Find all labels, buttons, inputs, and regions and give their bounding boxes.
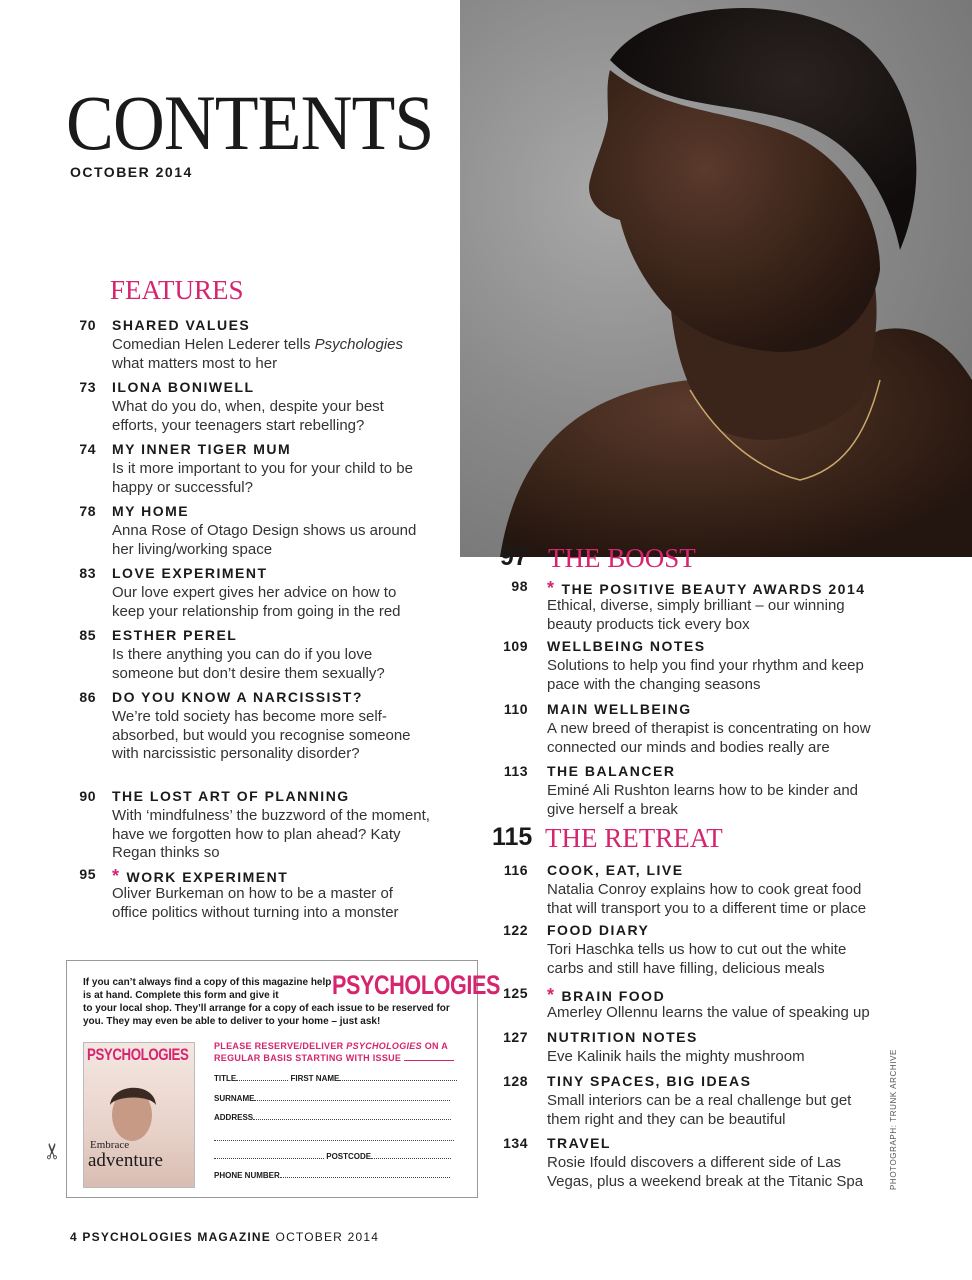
reserve-instruction — [214, 1040, 464, 1064]
entry-page-number: 95 — [79, 866, 96, 882]
section-number-boost: 97 — [500, 543, 528, 571]
entry-page-number: 127 — [503, 1029, 528, 1045]
entry-page-number: 113 — [503, 763, 528, 779]
entry-title — [547, 1073, 751, 1089]
postcode-label: POSTCODE — [326, 1152, 372, 1161]
address-line-2-dots — [214, 1140, 454, 1141]
entry-title-text: SHARED VALUES — [112, 317, 251, 333]
first-name-label: FIRST NAME — [290, 1074, 340, 1083]
entry-title — [112, 627, 237, 643]
entry-description: Eve Kalinik hails the mighty mushroom — [547, 1048, 805, 1065]
entry-page-number: 85 — [79, 627, 96, 643]
portrait-illustration — [460, 0, 972, 557]
entry-description: Oliver Burkeman on how to be a master of office politics without turning into a monster — [112, 885, 399, 921]
entry-page-number: 116 — [503, 862, 528, 878]
entry-title-text: BRAIN FOOD — [561, 988, 666, 1004]
entry-title-text: DO YOU KNOW A NARCISSIST? — [112, 689, 363, 705]
entry-description: Tori Haschka tells us how to cut out the white carbs and still have filling, delicious meals — [547, 941, 847, 977]
entry-page-number: 78 — [79, 503, 96, 519]
entry-title-text: TINY SPACES, BIG IDEAS — [547, 1073, 752, 1089]
star-icon: * — [112, 866, 121, 886]
page-title: CONTENTS — [66, 79, 434, 166]
entry-title — [547, 578, 866, 599]
entry-page-number: 98 — [511, 578, 528, 594]
cover-headline-embrace: Embrace — [90, 1139, 130, 1151]
entry-title-text: THE POSITIVE BEAUTY AWARDS 2014 — [561, 581, 866, 597]
entry-description: Ethical, diverse, simply brilliant – our winning beauty products tick every box — [547, 597, 845, 633]
entry-page-number: 90 — [79, 788, 96, 804]
entry-title-text: FOOD DIARY — [547, 922, 650, 938]
first-name-line — [339, 1080, 457, 1081]
entry-title — [547, 862, 684, 878]
section-title-features: FEATURES — [110, 275, 244, 305]
surname-label: SURNAME — [214, 1094, 255, 1103]
entry-description: Amerley Ollennu learns the value of speaking up — [547, 1004, 870, 1021]
entry-title-text: MAIN WELLBEING — [547, 701, 692, 717]
entry-description: With ‘mindfulness’ the buzzword of the moment, have we forgotten how to plan ahead? Katy Regan thinks so — [112, 807, 430, 861]
address-label: ADDRESS — [214, 1113, 254, 1122]
phone-line — [280, 1177, 450, 1178]
entry-title — [112, 565, 268, 581]
entry-title — [547, 763, 675, 779]
cover-headline-adventure: adventure — [88, 1150, 163, 1171]
page-number: 4 — [70, 1230, 78, 1244]
address-line-2[interactable] — [214, 1134, 454, 1143]
entry-title-text: MY INNER TIGER MUM — [112, 441, 292, 457]
entry-page-number: 134 — [503, 1135, 528, 1151]
entry-title — [547, 701, 692, 717]
reserve-text-pre: PLEASE RESERVE/DELIVER — [214, 1041, 347, 1051]
entry-title — [547, 1029, 698, 1045]
entry-page-number: 70 — [79, 317, 96, 333]
entry-page-number: 86 — [79, 689, 96, 705]
entry-title — [112, 866, 288, 887]
footer-date: OCTOBER 2014 — [275, 1230, 380, 1244]
entry-description: Is there anything you can do if you love someone but don’t desire them sexually? — [112, 646, 385, 682]
photo-credit: PHOTOGRAPH: TRUNK ARCHIVE — [889, 1049, 898, 1190]
entry-description: What do you do, when, despite your best efforts, your teenagers start rebelling? — [112, 398, 384, 434]
address-field[interactable] — [214, 1113, 451, 1122]
scissors-icon: ✂ — [40, 1141, 66, 1161]
entry-title-text: COOK, EAT, LIVE — [547, 862, 684, 878]
entry-title-text: ILONA BONIWELL — [112, 379, 255, 395]
reserve-text-post: ON A REGULAR BASIS STARTING WITH ISSUE — [214, 1041, 448, 1063]
entry-title-text: TRAVEL — [547, 1135, 611, 1151]
entry-title — [112, 317, 250, 333]
section-title-retreat: THE RETREAT — [545, 823, 723, 853]
entry-description: Anna Rose of Otago Design shows us around her living/working space — [112, 522, 417, 558]
section-number-retreat: 115 — [492, 823, 533, 851]
entry-page-number: 73 — [79, 379, 96, 395]
desc-emphasis: Psychologies — [314, 336, 404, 353]
entry-page-number: 110 — [503, 701, 528, 717]
section-title-boost: THE BOOST — [548, 543, 696, 573]
form-intro-text-2: to your local shop. They’ll arrange for a copy of each issue to be reserved for you. They may even be able to deliver to your home – just ask! — [83, 1003, 450, 1027]
entry-title-text: LOVE EXPERIMENT — [112, 565, 268, 581]
issue-date: OCTOBER 2014 — [70, 164, 193, 180]
entry-description: Our love expert gives her advice on how to keep your relationship from going in the red — [112, 584, 401, 620]
postcode-line — [371, 1158, 451, 1159]
form-intro-text: If you can’t always find a copy of this magazine help is at hand. Complete this form and give it — [83, 977, 332, 1001]
entry-title-text: NUTRITION NOTES — [547, 1029, 698, 1045]
issue-blank-line — [404, 1060, 454, 1061]
reserve-text-em: PSYCHOLOGIES — [346, 1041, 422, 1051]
footer-magazine-name: PSYCHOLOGIES MAGAZINE — [82, 1230, 271, 1244]
address-line-3-dots — [214, 1158, 324, 1159]
star-icon: * — [547, 985, 556, 1005]
entry-title — [547, 985, 665, 1006]
psychologies-logo: PSYCHOLOGIES — [332, 970, 501, 1000]
entry-title-text: WORK EXPERIMENT — [126, 869, 289, 885]
entry-description: Solutions to help you find your rhythm and keep pace with the changing seasons — [547, 657, 864, 693]
entry-title-text: WELLBEING NOTES — [547, 638, 706, 654]
desc-part: what matters most to her — [112, 354, 278, 372]
entry-title-text: MY HOME — [112, 503, 190, 519]
entry-title — [112, 379, 255, 395]
phone-label: PHONE NUMBER — [214, 1171, 280, 1180]
entry-description: A new breed of therapist is concentrating on how connected our minds and bodies really are — [547, 720, 871, 756]
entry-page-number: 122 — [503, 922, 528, 938]
entry-title — [547, 638, 706, 654]
cover-photo — [460, 0, 972, 557]
entry-description: Is it more important to you for your child to be happy or successful? — [112, 460, 413, 496]
address-line — [253, 1119, 451, 1120]
title-line — [236, 1080, 288, 1081]
magazine-cover-thumbnail — [83, 1042, 195, 1188]
entry-page-number: 83 — [79, 565, 96, 581]
entry-title — [112, 503, 189, 519]
title-label: TITLE — [214, 1074, 237, 1083]
cover-logo: PSYCHOLOGIES — [87, 1045, 189, 1064]
entry-description: We’re told society has become more self-absorbed, but would you recognise someone with narcissistic personality disorder? — [112, 708, 411, 762]
surname-field[interactable] — [214, 1094, 450, 1103]
entry-title — [112, 788, 350, 804]
entry-title — [112, 689, 363, 705]
postcode-field[interactable] — [214, 1152, 451, 1161]
entry-description — [112, 336, 432, 373]
entry-title — [547, 922, 649, 938]
entry-page-number: 74 — [79, 441, 96, 457]
page-footer — [70, 1230, 379, 1244]
title-field[interactable] — [214, 1074, 457, 1083]
entry-title — [112, 441, 291, 457]
phone-field[interactable] — [214, 1171, 450, 1180]
surname-line — [254, 1100, 450, 1101]
entry-description: Natalia Conroy explains how to cook great food that will transport you to a different time or place — [547, 881, 867, 917]
desc-part: Comedian Helen Lederer tells — [112, 336, 315, 353]
entry-page-number: 109 — [503, 638, 528, 654]
entry-description: Eminé Ali Rushton learns how to be kinder and give herself a break — [547, 782, 859, 818]
entry-description: Small interiors can be a real challenge but get them right and they can be beautiful — [547, 1092, 852, 1128]
entry-title-text: THE LOST ART OF PLANNING — [112, 788, 350, 804]
entry-page-number: 125 — [503, 985, 528, 1001]
entry-title-text: ESTHER PEREL — [112, 627, 238, 643]
entry-title-text: THE BALANCER — [547, 763, 676, 779]
entry-title — [547, 1135, 611, 1151]
entry-description: Rosie Ifould discovers a different side of Las Vegas, plus a weekend break at the Titanic Spa — [547, 1154, 864, 1190]
star-icon: * — [547, 578, 556, 598]
entry-page-number: 128 — [503, 1073, 528, 1089]
